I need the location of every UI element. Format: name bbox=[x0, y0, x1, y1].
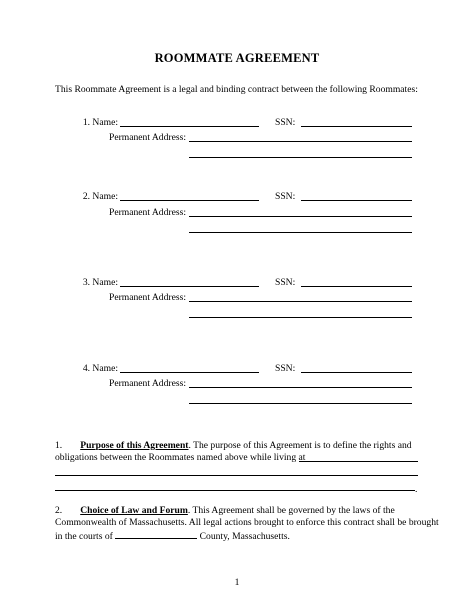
roommate-3-ssn-field[interactable] bbox=[301, 277, 412, 287]
roommate-3-address-field-line-1[interactable] bbox=[189, 292, 412, 302]
roommate-2-address-field-line-1[interactable] bbox=[189, 207, 412, 217]
roommate-2-ssn-label: SSN: bbox=[275, 191, 296, 202]
section-2-heading: Choice of Law and Forum bbox=[80, 505, 188, 516]
roommate-1-ssn-label: SSN: bbox=[275, 117, 296, 128]
roommate-3-name-field[interactable] bbox=[120, 277, 259, 287]
section-1-blank-line-1[interactable] bbox=[55, 466, 418, 476]
roommate-4-name-label: 4. Name: bbox=[82, 363, 118, 374]
section-2-text-a: . This Agreement shall be governed by the laws of the bbox=[187, 505, 395, 516]
roommate-3-address-field-line-2[interactable] bbox=[189, 308, 412, 318]
roommate-2-name-label: 2. Name: bbox=[82, 191, 118, 202]
section-1-number: 1. bbox=[55, 440, 63, 451]
roommate-1-address-field-line-2[interactable] bbox=[189, 148, 412, 158]
document-title: ROOMMATE AGREEMENT bbox=[154, 51, 320, 65]
page-number: 1 bbox=[234, 577, 240, 588]
roommate-2-address-label: Permanent Address: bbox=[108, 207, 186, 218]
section-1-residence-field[interactable] bbox=[299, 452, 418, 462]
section-2-text-c-pre: in the courts of bbox=[55, 531, 113, 542]
roommate-3-address-label: Permanent Address: bbox=[108, 292, 186, 303]
roommate-1-address-field-line-1[interactable] bbox=[189, 132, 412, 142]
section-1-blank-line-2[interactable] bbox=[55, 481, 415, 491]
roommate-4-address-field-line-1[interactable] bbox=[189, 378, 412, 388]
roommate-4-address-field-line-2[interactable] bbox=[189, 394, 412, 404]
section-1-heading: Purpose of this Agreement bbox=[80, 440, 189, 451]
section-2-text-c-post: County, Massachusetts. bbox=[199, 531, 290, 542]
roommate-1-ssn-field[interactable] bbox=[301, 117, 412, 127]
section-2-line-1 bbox=[55, 505, 395, 516]
roommate-2-name-field[interactable] bbox=[120, 191, 259, 201]
roommate-2-ssn-field[interactable] bbox=[301, 191, 412, 201]
section-1-text-b: obligations between the Roommates named above while living at bbox=[55, 452, 306, 463]
section-1-text-a: . The purpose of this Agreement is to define the rights and bbox=[188, 440, 412, 451]
roommate-4-name-field[interactable] bbox=[120, 363, 259, 373]
section-2-number: 2. bbox=[55, 505, 63, 516]
roommate-4-address-label: Permanent Address: bbox=[108, 378, 186, 389]
roommate-4-ssn-field[interactable] bbox=[301, 363, 412, 373]
section-2-line-3 bbox=[55, 529, 290, 542]
roommate-1-name-label: 1. Name: bbox=[82, 117, 118, 128]
section-1-end-period: . bbox=[415, 484, 418, 495]
roommate-3-ssn-label: SSN: bbox=[275, 277, 296, 288]
intro-text: This Roommate Agreement is a legal and binding contract between the following Roommates: bbox=[55, 84, 418, 95]
roommate-1-address-label: Permanent Address: bbox=[108, 132, 186, 143]
section-2-text-b: Commonwealth of Massachusetts. All legal actions brought to enforce this contract shall be brought bbox=[55, 517, 439, 528]
roommate-3-name-label: 3. Name: bbox=[82, 277, 118, 288]
roommate-4-ssn-label: SSN: bbox=[275, 363, 296, 374]
section-1-line-1 bbox=[55, 440, 412, 451]
roommate-2-address-field-line-2[interactable] bbox=[189, 223, 412, 233]
roommate-1-name-field[interactable] bbox=[120, 117, 259, 127]
section-2-county-field[interactable] bbox=[115, 529, 197, 539]
